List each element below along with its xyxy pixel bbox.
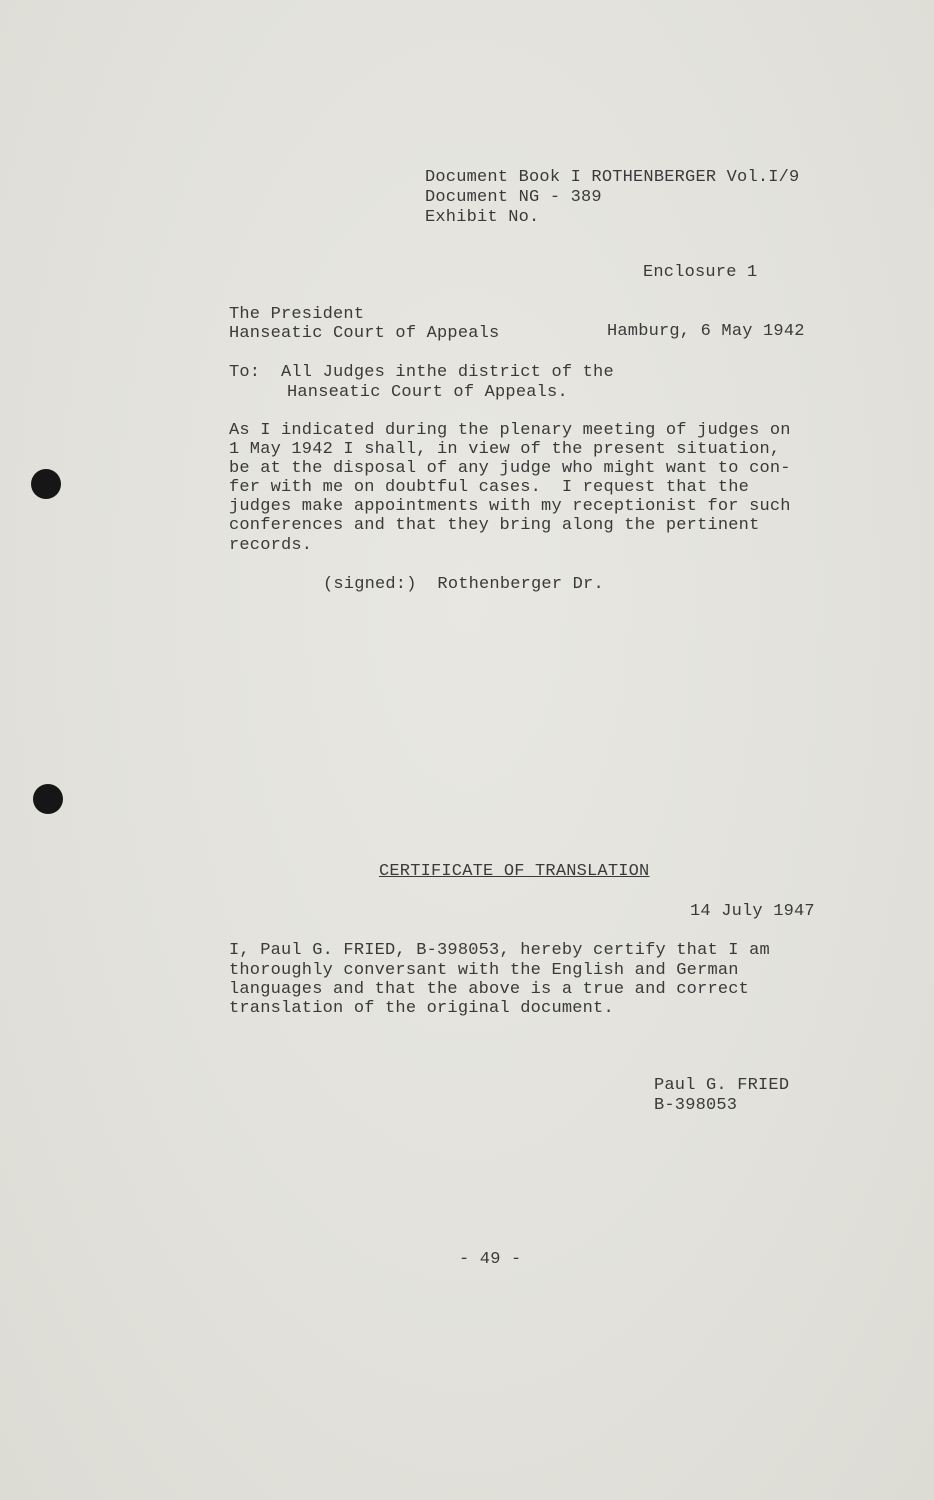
body-line: 1 May 1942 I shall, in view of the present situation,	[229, 440, 781, 459]
body-line: records.	[229, 536, 313, 555]
exhibit-line: Exhibit No.	[425, 208, 540, 227]
body-line: be at the disposal of any judge who might want to con-	[229, 459, 791, 478]
sender-title: The President	[229, 305, 365, 324]
certificate-line: I, Paul G. FRIED, B-398053, hereby certify that I am	[229, 941, 770, 960]
body-line: judges make appointments with my receptionist for such	[229, 497, 791, 516]
certificate-line: translation of the original document.	[229, 999, 614, 1018]
signature-line: (signed:) Rothenberger Dr.	[323, 575, 604, 594]
signer-id: B-398053	[654, 1096, 738, 1115]
certificate-line: thoroughly conversant with the English and German	[229, 961, 739, 980]
body-line: conferences and that they bring along the pertinent	[229, 516, 760, 535]
punch-hole-bottom	[33, 784, 63, 814]
recipient-line-2: Hanseatic Court of Appeals.	[287, 383, 568, 402]
document-number-line: Document NG - 389	[425, 188, 602, 207]
signer-name: Paul G. FRIED	[654, 1076, 790, 1095]
certificate-line: languages and that the above is a true and correct	[229, 980, 750, 999]
recipient-line-1: To: All Judges inthe district of the	[229, 363, 614, 382]
body-line: fer with me on doubtful cases. I request that the	[229, 478, 750, 497]
enclosure-label: Enclosure 1	[643, 263, 758, 282]
document-book-line: Document Book I ROTHENBERGER Vol.I/9	[425, 168, 800, 187]
sender-court: Hanseatic Court of Appeals	[229, 324, 500, 343]
certificate-heading: CERTIFICATE OF TRANSLATION	[379, 862, 650, 881]
page-number: - 49 -	[459, 1250, 522, 1269]
punch-hole-top	[31, 469, 61, 499]
certificate-date: 14 July 1947	[690, 902, 815, 921]
place-date: Hamburg, 6 May 1942	[607, 322, 805, 341]
body-line: As I indicated during the plenary meeting of judges on	[229, 421, 791, 440]
